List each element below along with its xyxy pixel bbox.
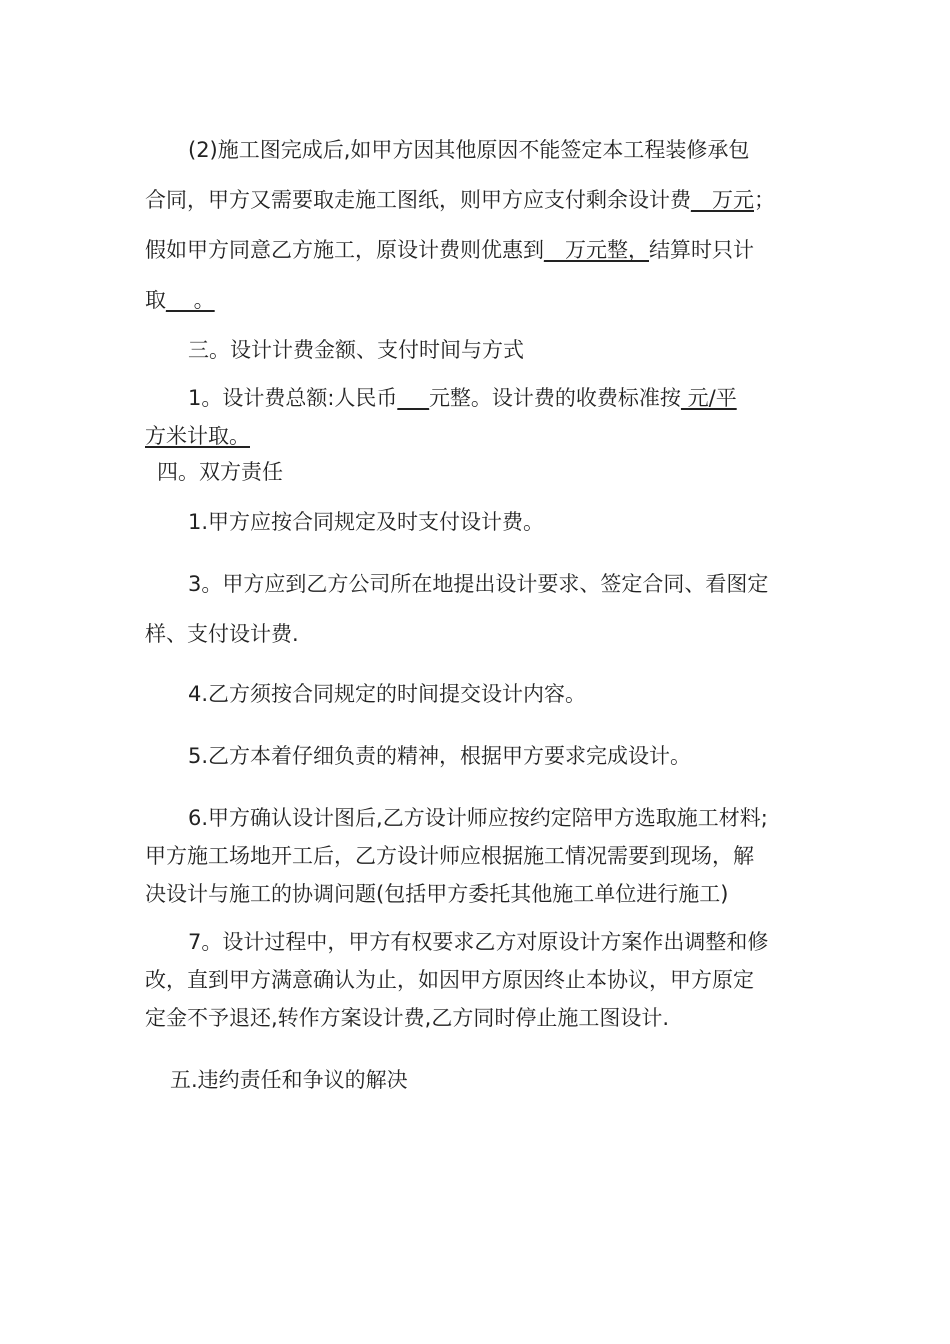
text-span: ； xyxy=(754,188,775,212)
text-span: 定金不予退还,转作方案设计费,乙方同时停止施工图设计. xyxy=(145,1006,670,1030)
text-span: 取 xyxy=(145,288,166,312)
fill-blank: __ 。 xyxy=(166,288,215,312)
paragraph-line xyxy=(188,570,768,598)
paragraph-line xyxy=(145,966,754,994)
paragraph-line xyxy=(145,186,775,214)
text-span: 三。设计计费金额、支付时间与方式 xyxy=(188,338,524,362)
paragraph-line xyxy=(188,136,749,164)
text-span: 1.甲方应按合同规定及时支付设计费。 xyxy=(188,510,545,534)
section-heading xyxy=(170,1066,408,1094)
text-span: 样、支付设计费. xyxy=(145,622,299,646)
text-span: 6.甲方确认设计图后,乙方设计师应按约定陪甲方选取施工材料; xyxy=(188,806,768,830)
paragraph-line xyxy=(145,842,754,870)
fill-blank: __万元 xyxy=(691,188,754,212)
paragraph-line xyxy=(188,508,544,536)
paragraph-line xyxy=(145,286,215,314)
section-heading xyxy=(157,458,283,486)
text-span: 3。甲方应到乙方公司所在地提出设计要求、签定合同、看图定 xyxy=(188,572,769,596)
text-span: 4.乙方须按合同规定的时间提交设计内容。 xyxy=(188,682,587,706)
paragraph-line xyxy=(188,742,691,770)
text-span: 假如甲方同意乙方施工，原设计费则优惠到 xyxy=(145,238,544,262)
paragraph-line xyxy=(145,236,754,264)
text-span: 改，直到甲方满意确认为止，如因甲方原因终止本协议，甲方原定 xyxy=(145,968,754,992)
paragraph-line xyxy=(188,928,768,956)
fill-blank: ___ xyxy=(397,386,429,410)
paragraph-line xyxy=(188,804,768,832)
text-span: (2)施工图完成后,如甲方因其他原因不能签定本工程装修承包 xyxy=(188,138,750,162)
fill-blank: __万元整， xyxy=(544,238,649,262)
text-span: 结算时只计 xyxy=(649,238,754,262)
paragraph-line xyxy=(145,880,728,908)
text-span: 决设计与施工的协调问题(包括甲方委托其他施工单位进行施工) xyxy=(145,882,729,906)
text-span: 四。双方责任 xyxy=(157,460,283,484)
text-span: 甲方施工场地开工后，乙方设计师应根据施工情况需要到现场，解 xyxy=(145,844,754,868)
paragraph-line xyxy=(145,620,299,648)
text-span: 合同，甲方又需要取走施工图纸，则甲方应支付剩余设计费 xyxy=(145,188,691,212)
text-span: 5.乙方本着仔细负责的精神，根据甲方要求完成设计。 xyxy=(188,744,692,768)
text-span: 1。设计费总额:人民币 xyxy=(188,386,398,410)
paragraph-line xyxy=(145,422,250,450)
text-span: 元整。设计费的收费标准按 xyxy=(428,386,681,410)
paragraph-line xyxy=(188,384,737,412)
fill-blank: 方米计取。 xyxy=(145,424,250,448)
section-heading xyxy=(188,336,524,364)
paragraph-line xyxy=(145,1004,669,1032)
text-span: 7。设计过程中，甲方有权要求乙方对原设计方案作出调整和修 xyxy=(188,930,769,954)
text-span: 五.违约责任和争议的解决 xyxy=(170,1068,408,1092)
paragraph-line xyxy=(188,680,586,708)
fill-blank: 元/平 xyxy=(680,386,737,410)
